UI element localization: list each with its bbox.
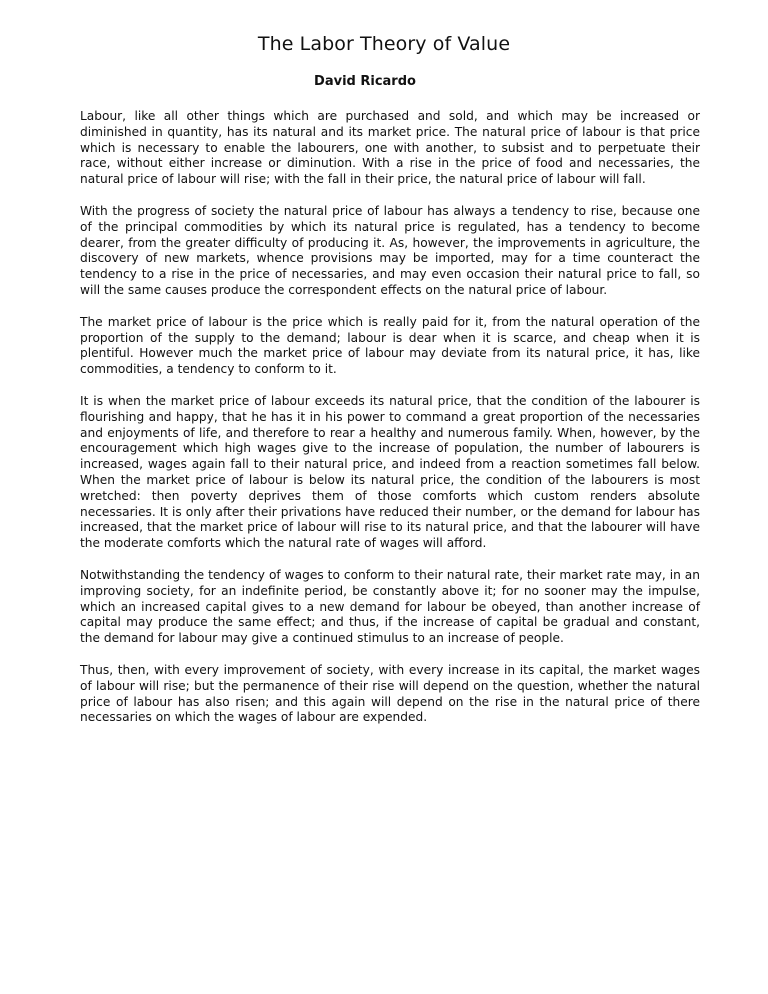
paragraph-3: The market price of labour is the price which is really paid for it, from the natural operation of the proportion of the supply to the demand; labour is dear when it is scarce, and cheap when it is plentiful. However much the market price of labour may deviate from its natural price, it has, like commodities, a tendency to conform to it.: [80, 314, 700, 377]
document-author: David Ricardo: [314, 74, 416, 89]
paragraph-6: Thus, then, with every improvement of society, with every increase in its capital, the market wages of labour will rise; but the permanence of their rise will depend on the question, whether the natural price of labour has also risen; and this again will depend on the rise in the natural price of there necessaries on which the wages of labour are expended.: [80, 662, 700, 725]
paragraph-4: It is when the market price of labour exceeds its natural price, that the condition of the labourer is flourishing and happy, that he has it in his power to command a great proportion of the necessaries and enjoyments of life, and therefore to rear a healthy and numerous family. When, however, by the encouragement which high wages give to the increase of population, the number of labourers is increased, wages again fall to their natural price, and indeed from a reaction sometimes fall below. When the market price of labour is below its natural price, the condition of the labourers is most wretched: then poverty deprives them of those comforts which custom renders absolute necessaries. It is only after their privations have reduced their number, or the demand for labour has increased, that the market price of labour will rise to its natural price, and that the labourer will have the moderate comforts which the natural rate of wages will afford.: [80, 393, 700, 551]
document-body: [80, 109, 700, 742]
paragraph-2: With the progress of society the natural price of labour has always a tendency to rise, because one of the principal commodities by which its natural price is regulated, has a tendency to become dearer, from the greater difficulty of producing it. As, however, the improvements in agriculture, the discovery of new markets, whence provisions may be imported, may for a time counteract the tendency to a rise in the price of necessaries, and may even occasion their natural price to fall, so will the same causes produce the correspondent effects on the natural price of labour.: [80, 203, 700, 297]
paragraph-1: Labour, like all other things which are purchased and sold, and which may be increased or diminished in quantity, has its natural and its market price. The natural price of labour is that price which is necessary to enable the labourers, one with another, to subsist and to perpetuate their race, without either increase or diminution. With a rise in the price of food and necessaries, the natural price of labour will rise; with the fall in their price, the natural price of labour will fall.: [80, 109, 700, 187]
paragraph-5: Notwithstanding the tendency of wages to conform to their natural rate, their market rate may, in an improving society, for an indefinite period, be constantly above it; for no sooner may the impulse, which an increased capital gives to a new demand for labour be obeyed, than another increase of capital may produce the same effect; and thus, if the increase of capital be gradual and constant, the demand for labour may give a continued stimulus to an increase of people.: [80, 567, 700, 646]
document-title: The Labor Theory of Value: [257, 33, 511, 55]
